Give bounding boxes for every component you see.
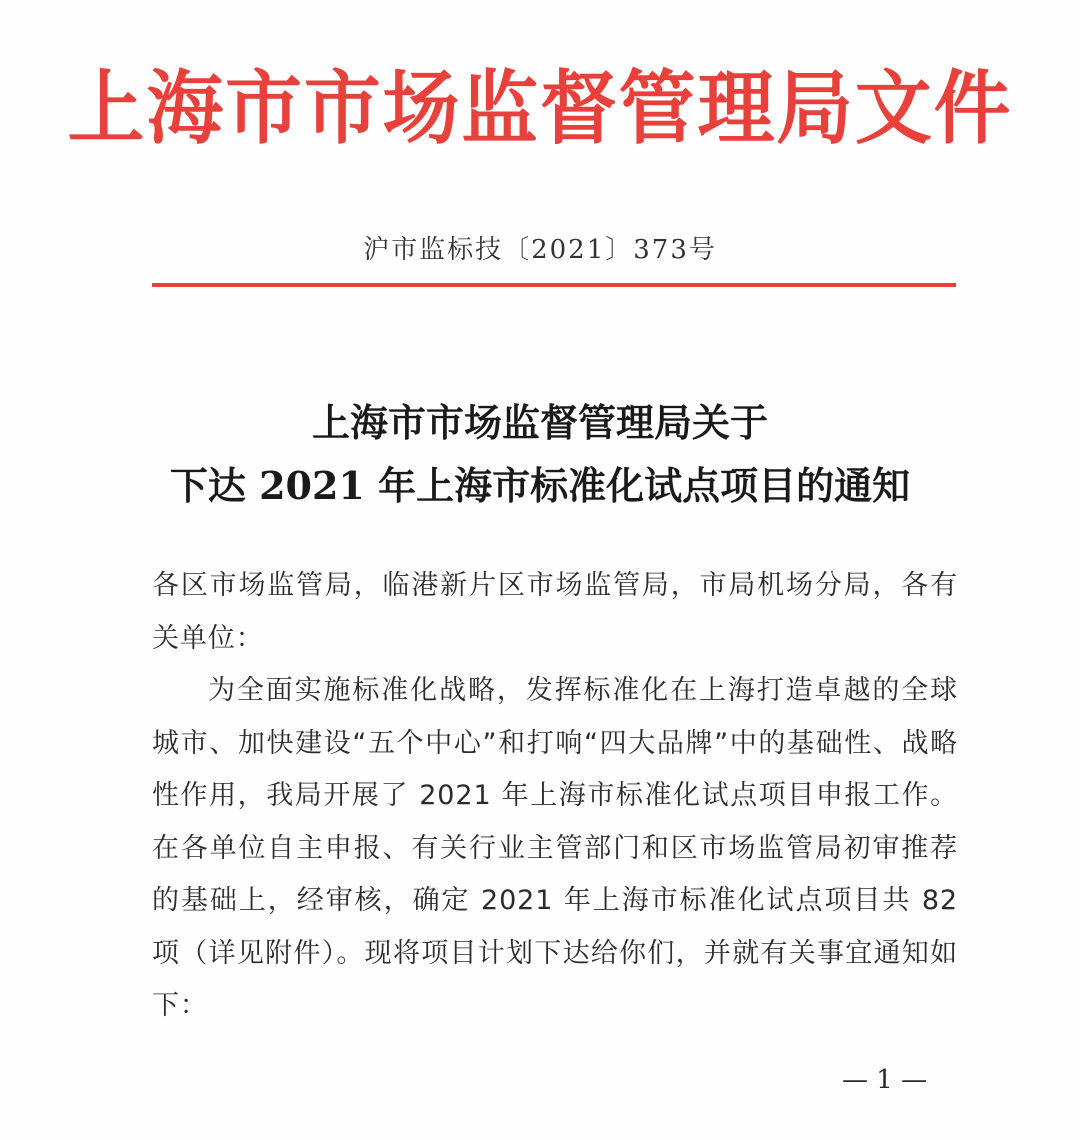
document-title-line-2: 下达 2021 年上海市标准化试点项目的通知 xyxy=(169,463,911,508)
salutation: 各区市场监管局，临港新片区市场监管局，市局机场分局，各有关单位： xyxy=(152,570,958,654)
document-title-line-1: 上海市市场监督管理局关于 xyxy=(311,400,768,445)
masthead-red-rule xyxy=(152,283,956,287)
document-body xyxy=(152,560,958,1033)
document-number: 沪市监标技〔2021〕373号 xyxy=(363,235,717,265)
page-number: — 1 — xyxy=(842,1065,928,1095)
body-paragraph: 为全面实施标准化战略，发挥标准化在上海打造卓越的全球城市、加快建设“五个中心”和打响“四大品牌”中的基础性、战略性作用，我局开展了 2021 年上海市标准化试点项目申报工作。在各单位自主申报、有关行业主管部门和区市场监管局初审推荐的基础上，经审核，确定 2021 年上海市标准化试点项目共 82 项（详见附件）。现将项目计划下达给你们，并就有关事宜通知如下： xyxy=(152,675,958,1021)
document-masthead: 上海市市场监督管理局文件 xyxy=(67,61,1013,155)
